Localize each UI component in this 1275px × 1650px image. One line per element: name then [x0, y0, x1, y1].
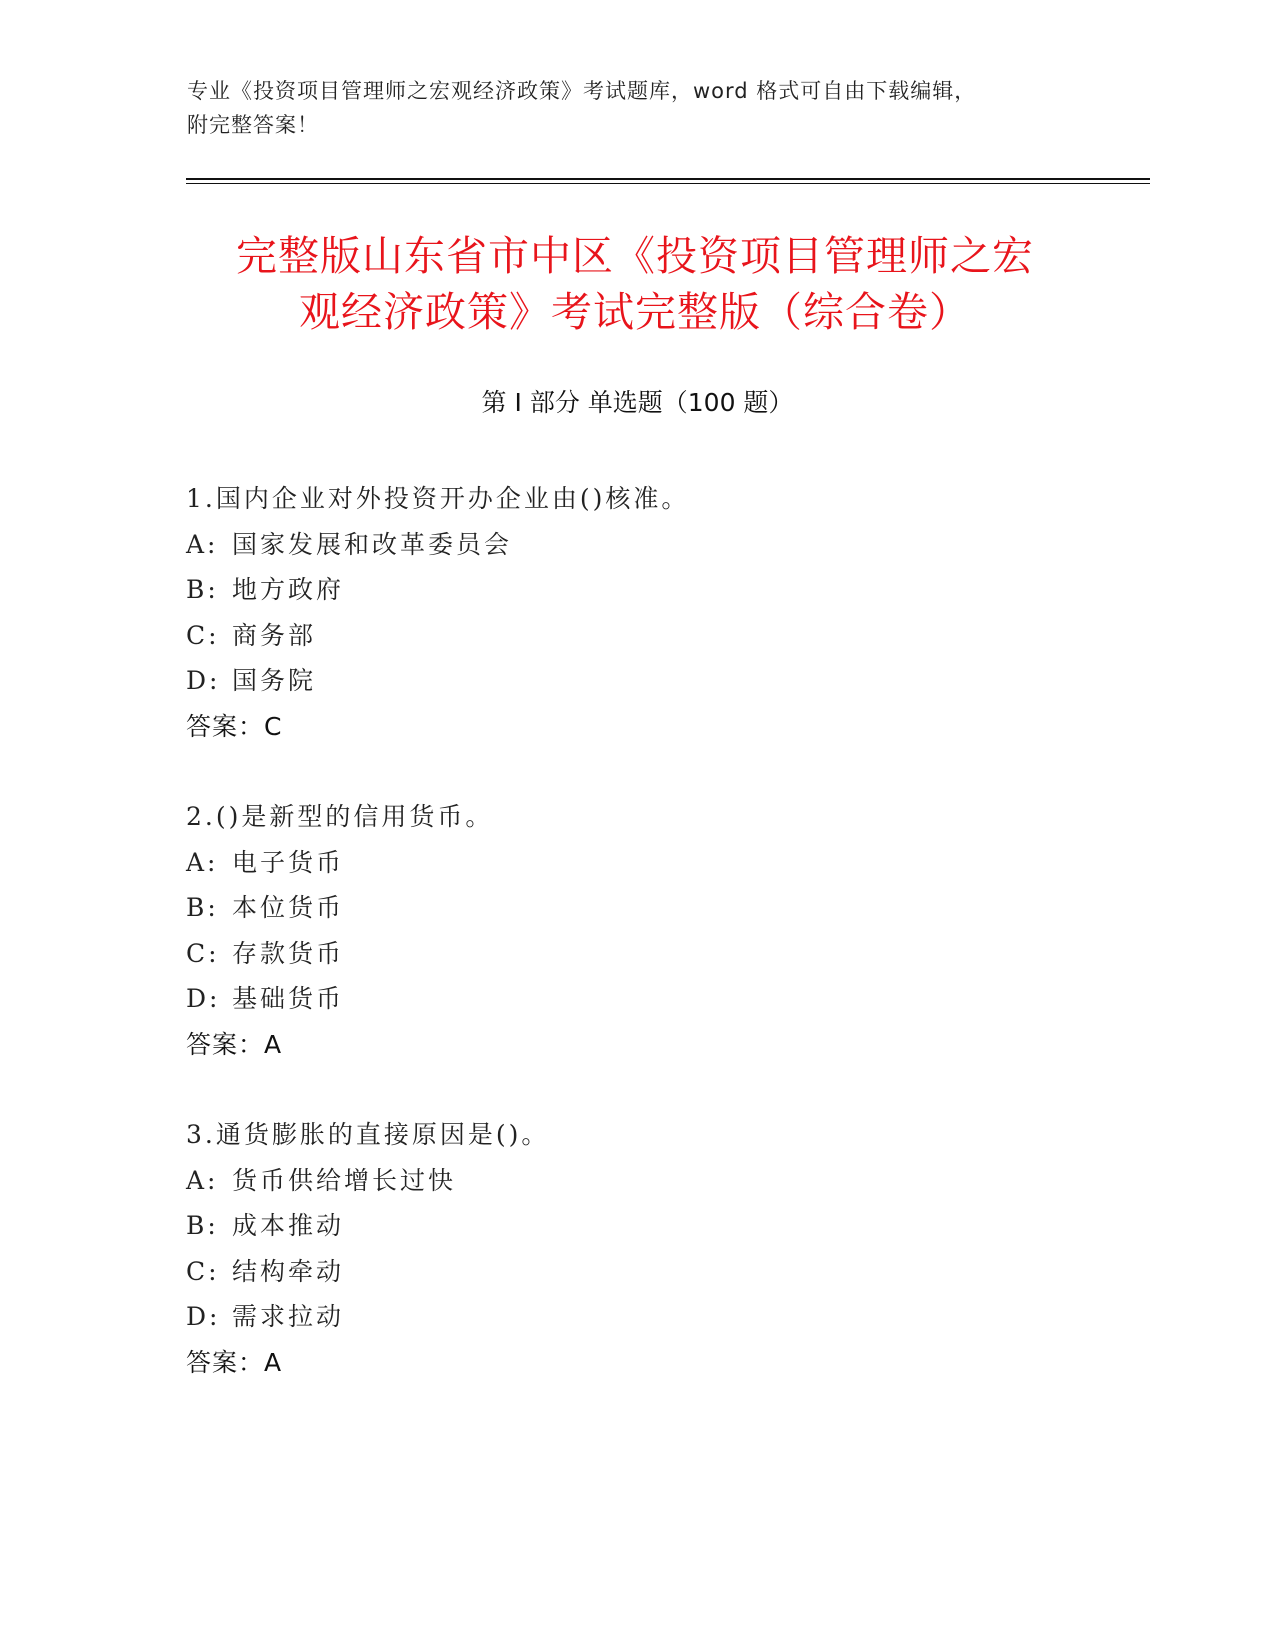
option-text: 货币供给增长过快	[232, 1165, 457, 1195]
option-text: 商务部	[232, 620, 317, 650]
option-b	[186, 885, 1146, 931]
option-text: 存款货币	[232, 938, 345, 968]
document-title-line-2: 观经济政策》考试完整版（综合卷）	[299, 288, 971, 336]
option-a	[186, 522, 1146, 568]
question-list	[186, 476, 1146, 1430]
option-c	[186, 931, 1146, 977]
option-d	[186, 976, 1146, 1022]
option-text: 结构牵动	[232, 1256, 345, 1286]
option-d	[186, 658, 1146, 704]
option-key: D:	[186, 666, 221, 695]
document-title-line-1: 完整版山东省市中区《投资项目管理师之宏	[236, 232, 1034, 280]
option-b	[186, 1203, 1146, 1249]
answer-line: 答案：A	[186, 1029, 283, 1059]
option-key: B:	[186, 1211, 219, 1240]
answer-line: 答案：C	[186, 711, 283, 741]
option-c	[186, 613, 1146, 659]
option-a	[186, 1158, 1146, 1204]
option-text: 本位货币	[232, 893, 345, 922]
option-text: 需求拉动	[232, 1302, 345, 1331]
header-note-line-1: 专业《投资项目管理师之宏观经济政策》考试题库，word 格式可自由下载编辑，	[187, 79, 977, 103]
option-text: 基础货币	[232, 984, 345, 1013]
option-b	[186, 567, 1146, 613]
question-stem: 2.()是新型的信用货币。	[186, 802, 494, 831]
option-text: 国家发展和改革委员会	[232, 529, 513, 559]
option-text: 国务院	[232, 666, 317, 695]
option-d	[186, 1294, 1146, 1340]
question-stem: 1.国内企业对外投资开办企业由()核准。	[186, 484, 690, 513]
header-note-line-2: 附完整答案！	[187, 113, 319, 137]
header-rule-thin	[186, 183, 1150, 184]
option-key: A:	[186, 1165, 219, 1195]
option-text: 地方政府	[232, 575, 345, 604]
header-note	[187, 74, 1087, 142]
option-text: 成本推动	[232, 1211, 345, 1240]
option-key: A:	[186, 847, 219, 877]
document-title	[140, 228, 1130, 340]
answer-line: 答案：A	[186, 1347, 283, 1377]
option-key: D:	[186, 984, 221, 1013]
question-item	[186, 1112, 1146, 1385]
option-key: B:	[186, 575, 219, 604]
question-item	[186, 476, 1146, 749]
question-item	[186, 794, 1146, 1067]
option-key: C:	[186, 620, 220, 650]
option-a	[186, 840, 1146, 886]
option-c	[186, 1249, 1146, 1295]
option-text: 电子货币	[232, 847, 345, 877]
option-key: A:	[186, 529, 219, 559]
option-key: C:	[186, 1256, 220, 1286]
option-key: D:	[186, 1302, 221, 1331]
option-key: B:	[186, 893, 219, 922]
header-rule-thick	[186, 178, 1150, 180]
question-stem: 3.通货膨胀的直接原因是()。	[186, 1120, 550, 1149]
section-title: 第 I 部分 单选题（100 题）	[481, 388, 794, 417]
option-key: C:	[186, 938, 220, 968]
